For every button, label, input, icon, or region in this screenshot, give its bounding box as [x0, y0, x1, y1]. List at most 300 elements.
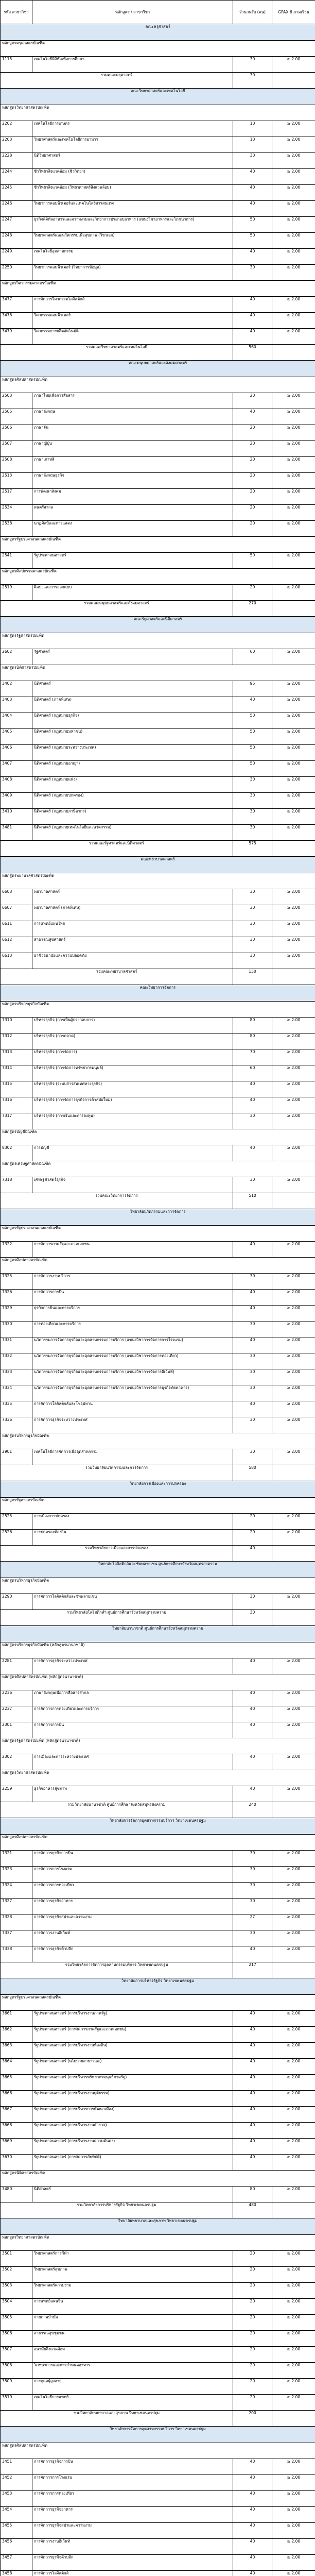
table-row — [1, 153, 315, 169]
table-row — [1, 1914, 315, 1930]
quota-value: 30 — [233, 1449, 272, 1465]
quota-value: 40 — [233, 2123, 272, 2139]
quota-value: 30 — [233, 1417, 272, 1433]
gpax-value: ≥ 2.00 — [272, 1658, 315, 1674]
program-title: การจัดการการท่องเที่ยวและการบริการ — [32, 1706, 233, 1722]
program-header-row — [1, 1642, 315, 1658]
table-row — [1, 745, 315, 761]
program-code: 3508 — [1, 2363, 32, 2379]
gpax-value: ≥ 2.00 — [272, 2155, 315, 2171]
gpax-value: ≥ 2.00 — [272, 905, 315, 921]
program-title: การท่องเที่ยวและการบริการ — [32, 1321, 233, 1337]
program-header-row — [1, 665, 315, 681]
table-row — [1, 1274, 315, 1290]
program-name: หลักสูตรครุศาสตรบัณฑิต — [1, 41, 315, 57]
gpax-value: ≥ 2.00 — [272, 1049, 315, 1065]
program-code: 3405 — [1, 729, 32, 745]
subtotal-value: 480 — [233, 2202, 272, 2218]
program-title: วิทยาศาสตร์และนวัตกรรมเพื่อสุขภาพ (วิชาเอก) — [32, 233, 233, 249]
quota-value: 30 — [233, 937, 272, 953]
gpax-value: ≥ 2.00 — [272, 2315, 315, 2331]
table-row — [1, 1449, 315, 1465]
program-code: 3457 — [1, 2555, 32, 2571]
subtotal-empty — [272, 969, 315, 985]
quota-value: 30 — [233, 1851, 272, 1867]
quota-value: 20 — [233, 2299, 272, 2315]
program-title: รัฐประศาสนศาสตร์ (การจัดการภาครัฐและภาคเอกชน) — [32, 2027, 233, 2043]
program-code: 3477 — [1, 297, 32, 313]
faculty-name: คณะวิทยาศาสตร์และเทคโนโลยี — [1, 89, 315, 105]
program-title: เทคโนโลยีอุตสาหกรรม — [32, 249, 233, 265]
table-row — [1, 761, 315, 777]
program-code: 3510 — [1, 2395, 32, 2411]
program-code: 7316 — [1, 1097, 32, 1113]
quota-value: 20 — [233, 2347, 272, 2363]
program-name: หลักสูตรนิติศาสตรบัณฑิต — [1, 665, 315, 681]
program-title: การดูแลผู้สูงอายุ — [32, 2379, 233, 2395]
gpax-value: ≥ 2.00 — [272, 1930, 315, 1946]
gpax-value: ≥ 2.00 — [272, 1033, 315, 1049]
table-row — [1, 1081, 315, 1097]
faculty-name: คณะรัฐศาสตร์และนิติศาสตร์ — [1, 617, 315, 633]
table-row — [1, 2043, 315, 2059]
program-name: หลักสูตรบริหารธุรกิจบัณฑิต — [1, 1433, 315, 1449]
table-row — [1, 953, 315, 969]
faculty-header-row — [1, 1481, 315, 1498]
table-row — [1, 2075, 315, 2091]
table-row — [1, 1385, 315, 1401]
program-name: หลักสูตรรัฐศาสตรบัณฑิต (หลักสูตรนานาชาติ) — [1, 1738, 315, 1754]
program-title: เทคโนโลยีการจัดการเพื่ออุตสาหกรรม — [32, 1449, 233, 1465]
table-row — [1, 2251, 315, 2267]
quota-value: 50 — [233, 713, 272, 729]
program-title: การจัดการธุรกิจการบิน — [32, 1851, 233, 1867]
quota-value: 80 — [233, 2187, 272, 2202]
program-title: บริหารธุรกิจ (การจัดการ) — [32, 1049, 233, 1065]
quota-value: 30 — [233, 265, 272, 281]
subtotal-empty — [272, 1962, 315, 1978]
program-title: การจัดการธุรกิจค้าปลีก — [32, 2555, 233, 2571]
table-row — [1, 2091, 315, 2107]
program-code: 7335 — [1, 1401, 32, 1417]
table-row — [1, 457, 315, 473]
program-name: หลักสูตรรัฐประศาสนศาสตรบัณฑิต — [1, 537, 315, 553]
quota-value: 40 — [233, 1690, 272, 1706]
gpax-value: ≥ 2.00 — [272, 521, 315, 537]
quota-value: 40 — [233, 1946, 272, 1962]
program-title: การจัดการการท่องเที่ยว — [32, 1883, 233, 1899]
gpax-value: ≥ 2.00 — [272, 2283, 315, 2299]
subtotal-label: รวมคณะครุศาสตร์ — [1, 73, 233, 89]
faculty-name: วิทยาลัยโลจิสติกส์และซัพพลายเชน ศูนย์การศึกษาจังหวัดสมุทรสงคราม — [1, 1562, 315, 1578]
subtotal-value: 575 — [233, 841, 272, 857]
program-title: การจัดการธุรกิจอาหาร — [32, 1899, 233, 1914]
program-name: หลักสูตรบริหารธุรกิจบัณฑิต — [1, 1578, 315, 1594]
gpax-value: ≥ 2.00 — [272, 393, 315, 409]
table-row — [1, 2395, 315, 2411]
table-row — [1, 2523, 315, 2539]
quota-value: 27 — [233, 1914, 272, 1930]
quota-value: 40 — [233, 313, 272, 329]
gpax-value: ≥ 2.00 — [272, 233, 315, 249]
program-title: นิติศาสตร์ (กฎหมายแพ่ง) — [32, 777, 233, 793]
program-header-row — [1, 2235, 315, 2251]
quota-value: 40 — [233, 1081, 272, 1097]
subtotal-value: 270 — [233, 601, 272, 617]
subtotal-row — [1, 73, 315, 89]
program-title: เทคโนโลยีการแพทย์ — [32, 2395, 233, 2411]
quota-value: 40 — [233, 697, 272, 713]
gpax-value: ≥ 2.00 — [272, 2475, 315, 2491]
quota-value: 40 — [233, 1722, 272, 1738]
program-title: บริหารธุรกิจ (การจัดการทรัพยากรมนุษย์) — [32, 1065, 233, 1081]
table-row — [1, 1321, 315, 1337]
program-header-row — [1, 1995, 315, 2011]
program-code: 3408 — [1, 777, 32, 793]
quota-value: 30 — [233, 953, 272, 969]
program-code: 3503 — [1, 2283, 32, 2299]
program-code: 6603 — [1, 889, 32, 905]
program-code: 2534 — [1, 505, 32, 521]
program-code: 7334 — [1, 1385, 32, 1401]
table-row — [1, 777, 315, 793]
table-row — [1, 1033, 315, 1049]
faculty-name: วิทยาลัยการเมืองและการปกครอง — [1, 1481, 315, 1498]
quota-value: 40 — [233, 2043, 272, 2059]
header-program: หลักสูตร / สาขาวิชา — [32, 1, 233, 24]
quota-value: 30 — [233, 1113, 272, 1129]
program-code: 7332 — [1, 1353, 32, 1369]
program-title: บริหารธุรกิจ (การจัดการธุรกิจการค้าสมัยใหม่) — [32, 1097, 233, 1113]
program-code: 3665 — [1, 2075, 32, 2091]
quota-value: 20 — [233, 441, 272, 457]
table-row — [1, 2315, 315, 2331]
program-code: 7314 — [1, 1065, 32, 1081]
program-title: ธุรกิจอาหารสุขภาพ — [32, 1786, 233, 1802]
gpax-value: ≥ 2.00 — [272, 553, 315, 569]
quota-value: 30 — [233, 1177, 272, 1193]
program-title: บริหารธุรกิจ (การตลาด) — [32, 1033, 233, 1049]
program-code: 3409 — [1, 793, 32, 809]
quota-value: 20 — [233, 425, 272, 441]
program-code: 3458 — [1, 2571, 32, 2576]
table-row — [1, 2059, 315, 2075]
program-title: รัฐประศาสนศาสตร์ (การบริหารงานความมั่นคง) — [32, 2139, 233, 2155]
quota-value: 40 — [233, 2523, 272, 2539]
subtotal-row — [1, 601, 315, 617]
gpax-value: ≥ 2.00 — [272, 185, 315, 201]
gpax-value: ≥ 2.00 — [272, 1851, 315, 1867]
faculty-name: วิทยาลัยการบริหารรัฐกิจ วิทยาเขตนครปฐม — [1, 1978, 315, 1995]
program-code: 6612 — [1, 937, 32, 953]
quota-value: 40 — [233, 2555, 272, 2571]
program-title: พยาบาลศาสตร์ — [32, 889, 233, 905]
quota-value: 20 — [233, 1530, 272, 1546]
gpax-value: ≥ 2.00 — [272, 761, 315, 777]
program-title: นวัตกรรมการจัดการธุรกิจและอุตสาหกรรมการบริการ (แขนงวิชาการจัดการอีเว้นท์) — [32, 1369, 233, 1385]
table-row — [1, 57, 315, 73]
program-code: 2203 — [1, 137, 32, 153]
subtotal-value: 200 — [233, 2411, 272, 2427]
quota-value: 60 — [233, 1065, 272, 1081]
table-row — [1, 2571, 315, 2576]
program-title: การจัดการธุรกิจค้าปลีก — [32, 1946, 233, 1962]
program-code: 7322 — [1, 1242, 32, 1258]
table-row — [1, 393, 315, 409]
gpax-value: ≥ 2.00 — [272, 2027, 315, 2043]
program-title: สาธารณสุขศาสตร์ — [32, 937, 233, 953]
quota-value: 30 — [233, 1867, 272, 1883]
program-header-row — [1, 1770, 315, 1786]
gpax-value: ≥ 2.00 — [272, 793, 315, 809]
gpax-value: ≥ 2.00 — [272, 1417, 315, 1433]
faculty-name: คณะครุศาสตร์ — [1, 24, 315, 41]
gpax-value: ≥ 2.00 — [272, 121, 315, 137]
quota-value: 20 — [233, 585, 272, 601]
program-code: 7313 — [1, 1049, 32, 1065]
quota-value: 60 — [233, 649, 272, 665]
quota-value: 30 — [233, 153, 272, 169]
program-title: ธุรกิจการบินและการบริการ — [32, 1306, 233, 1321]
gpax-value: ≥ 2.00 — [272, 1306, 315, 1321]
subtotal-empty — [272, 2411, 315, 2427]
quota-value: 30 — [233, 1274, 272, 1290]
gpax-value: ≥ 2.00 — [272, 1594, 315, 1610]
program-code: 7329 — [1, 1306, 32, 1321]
program-title: วิทยาศาสตร์ความงาม — [32, 2283, 233, 2299]
subtotal-row — [1, 345, 315, 361]
program-title: ดนตรีสากล — [32, 505, 233, 521]
gpax-value: ≥ 2.00 — [272, 1369, 315, 1385]
header-gpax: GPAX 6 ภาคเรียน — [272, 1, 315, 24]
table-row — [1, 681, 315, 697]
program-title: การจัดการการบิน — [32, 1722, 233, 1738]
program-title: การจัดการธุรกิจสปาและความงาม — [32, 2523, 233, 2539]
program-code: 3407 — [1, 761, 32, 777]
program-title: รัฐประศาสนศาสตร์ — [32, 553, 233, 569]
quota-value: 40 — [233, 297, 272, 313]
program-code: 3481 — [1, 825, 32, 841]
program-name: หลักสูตรศิลปศาสตรบัณฑิต — [1, 1258, 315, 1274]
gpax-value: ≥ 2.00 — [272, 2459, 315, 2475]
gpax-value: ≥ 2.00 — [272, 1690, 315, 1706]
table-row — [1, 121, 315, 137]
gpax-value: ≥ 2.00 — [272, 425, 315, 441]
program-title: วิทยาศาสตร์สุขภาพ — [32, 2267, 233, 2283]
program-code: 7325 — [1, 1274, 32, 1290]
program-code: 2301 — [1, 1722, 32, 1738]
program-code: 2236 — [1, 1690, 32, 1706]
program-name: หลักสูตรศิลปศาสตรบัณฑิต — [1, 1835, 315, 1851]
program-code: 7328 — [1, 1914, 32, 1930]
quota-value: 40 — [233, 201, 272, 217]
table-row — [1, 2507, 315, 2523]
program-name: หลักสูตรบริหารธุรกิจบัณฑิต (หลักสูตรนานาชาติ) — [1, 1642, 315, 1658]
program-name: หลักสูตรศิลปศาสตรบัณฑิต (หลักสูตรนานาชาติ) — [1, 1674, 315, 1690]
table-row — [1, 2331, 315, 2347]
program-code: 3509 — [1, 2379, 32, 2395]
program-name: หลักสูตรรัฐศาสตรบัณฑิต — [1, 633, 315, 649]
gpax-value: ≥ 2.00 — [272, 1290, 315, 1306]
quota-value: 80 — [233, 1018, 272, 1033]
gpax-value: ≥ 2.00 — [272, 201, 315, 217]
subtotal-empty — [272, 1610, 315, 1626]
program-name: หลักสูตรพยาบาลศาสตรบัณฑิต — [1, 873, 315, 889]
table-row — [1, 793, 315, 809]
table-row — [1, 1514, 315, 1530]
subtotal-label: รวมคณะรัฐศาสตร์และนิติศาสตร์ — [1, 841, 233, 857]
program-code: 3663 — [1, 2043, 32, 2059]
gpax-value: ≥ 2.00 — [272, 473, 315, 489]
gpax-value: ≥ 2.00 — [272, 313, 315, 329]
program-title: การจัดการการโรงแรม — [32, 1867, 233, 1883]
program-title: ชีววิทยาสิ่งแวดล้อม (ชีววิทยา) — [32, 169, 233, 185]
program-code: 2228 — [1, 153, 32, 169]
program-code: 2541 — [1, 553, 32, 569]
gpax-value: ≥ 2.00 — [272, 2395, 315, 2411]
subtotal-empty — [272, 1465, 315, 1481]
table-row — [1, 2187, 315, 2202]
table-row — [1, 729, 315, 745]
subtotal-row — [1, 2202, 315, 2218]
quota-value: 40 — [233, 2011, 272, 2027]
table-row — [1, 2299, 315, 2315]
gpax-value: ≥ 2.00 — [272, 441, 315, 457]
program-code: 2202 — [1, 121, 32, 137]
program-title: วิทยาศาสตร์และเทคโนโลยีการอาหาร — [32, 137, 233, 153]
program-code: 2901 — [1, 1449, 32, 1465]
table-row — [1, 1353, 315, 1369]
header-row — [1, 1, 315, 24]
faculty-name: วิทยาลัยนวัตกรรมและการจัดการ — [1, 1209, 315, 1226]
gpax-value: ≥ 2.00 — [272, 2187, 315, 2202]
gpax-value: ≥ 2.00 — [272, 2139, 315, 2155]
program-title: ภาษาจีน — [32, 425, 233, 441]
table-row — [1, 585, 315, 601]
quota-value: 40 — [233, 2459, 272, 2475]
program-code: 7336 — [1, 1417, 32, 1433]
subtotal-row — [1, 1465, 315, 1481]
program-code: 7323 — [1, 1867, 32, 1883]
program-code: 3661 — [1, 2011, 32, 2027]
table-row — [1, 1097, 315, 1113]
program-code: 3406 — [1, 745, 32, 761]
table-row — [1, 1145, 315, 1161]
program-header-row — [1, 2171, 315, 2187]
program-code: 3454 — [1, 2507, 32, 2523]
quota-value: 40 — [233, 1242, 272, 1258]
quota-value: 40 — [233, 2027, 272, 2043]
program-name: หลักสูตรวิทยาศาสตรบัณฑิต — [1, 2235, 315, 2251]
quota-value: 30 — [233, 1321, 272, 1337]
program-code: 3403 — [1, 697, 32, 713]
program-title: บริหารธุรกิจ (การเงินและการลงทุน) — [32, 1113, 233, 1129]
quota-value: 40 — [233, 329, 272, 345]
table-row — [1, 2347, 315, 2363]
program-header-row — [1, 1226, 315, 1242]
gpax-value: ≥ 2.00 — [272, 57, 315, 73]
program-title: เทคโนโลยีการเกษตร — [32, 121, 233, 137]
program-title: ภาษาอังกฤษ — [32, 409, 233, 425]
program-title: นวัตกรรมการจัดการธุรกิจและอุตสาหกรรมการบริการ (แขนงวิชาการจัดการท่องเที่ยว) — [32, 1353, 233, 1369]
program-code: 2525 — [1, 1514, 32, 1530]
quota-value: 50 — [233, 745, 272, 761]
program-code: 3505 — [1, 2315, 32, 2331]
quota-value: 30 — [233, 809, 272, 825]
gpax-value: ≥ 2.00 — [272, 1786, 315, 1802]
subtotal-label: รวมคณะพยาบาลศาสตร์ — [1, 969, 233, 985]
subtotal-row — [1, 1546, 315, 1562]
gpax-value: ≥ 2.00 — [272, 1883, 315, 1899]
program-code: 3410 — [1, 809, 32, 825]
program-code: 2247 — [1, 217, 32, 233]
gpax-value: ≥ 2.00 — [272, 1337, 315, 1353]
program-title: นิติศาสตร์ (กฎหมายธุรกิจ) — [32, 713, 233, 729]
table-row — [1, 473, 315, 489]
faculty-name: วิทยาลัยการจัดการอุตสาหกรรมบริการ วิทยาเขตนครปฐม — [1, 1818, 315, 1835]
table-row — [1, 921, 315, 937]
gpax-value: ≥ 2.00 — [272, 2523, 315, 2539]
program-code: 7326 — [1, 1290, 32, 1306]
program-title: นิติวิทยาศาสตร์ — [32, 153, 233, 169]
quota-value: 40 — [233, 2107, 272, 2123]
program-code: 2249 — [1, 249, 32, 265]
program-code: 2517 — [1, 489, 32, 505]
gpax-value: ≥ 2.00 — [272, 713, 315, 729]
table-row — [1, 2475, 315, 2491]
program-title: บริหารธุรกิจ (การเป็นผู้ประกอบการ) — [32, 1018, 233, 1033]
gpax-value: ≥ 2.00 — [272, 2123, 315, 2139]
program-code: 2259 — [1, 1786, 32, 1802]
gpax-value: ≥ 2.00 — [272, 2491, 315, 2507]
gpax-value: ≥ 2.00 — [272, 1321, 315, 1337]
program-code: 2526 — [1, 1530, 32, 1546]
gpax-value: ≥ 2.00 — [272, 1177, 315, 1193]
program-title: การจัดการงานอีเว้นท์ — [32, 2539, 233, 2555]
gpax-value: ≥ 2.00 — [272, 153, 315, 169]
quota-value: 20 — [233, 473, 272, 489]
table-row — [1, 505, 315, 521]
table-row — [1, 297, 315, 313]
gpax-value: ≥ 2.00 — [272, 505, 315, 521]
gpax-value: ≥ 2.00 — [272, 217, 315, 233]
program-title: วิศวกรรมการผลิตอัตโนมัติ — [32, 329, 233, 345]
program-title: การจัดการธุรกิจระหว่างประเทศ — [32, 1658, 233, 1674]
quota-value: 30 — [233, 1883, 272, 1899]
subtotal-row — [1, 969, 315, 985]
table-row — [1, 1417, 315, 1433]
program-header-row — [1, 1433, 315, 1449]
table-row — [1, 441, 315, 457]
quota-value: 50 — [233, 761, 272, 777]
gpax-value: ≥ 2.00 — [272, 1867, 315, 1883]
program-code: 7310 — [1, 1018, 32, 1033]
program-title: การจัดการโลจิสติกส์และซัพพลายเชน — [32, 1594, 233, 1610]
faculty-header-row — [1, 2218, 315, 2235]
gpax-value: ≥ 2.00 — [272, 1754, 315, 1770]
program-code: 3502 — [1, 2267, 32, 2283]
quota-value: 20 — [233, 2251, 272, 2267]
program-header-row — [1, 1674, 315, 1690]
table-row — [1, 2011, 315, 2027]
table-row — [1, 889, 315, 905]
gpax-value: ≥ 2.00 — [272, 457, 315, 473]
quota-value: 40 — [233, 1786, 272, 1802]
program-title: รัฐประศาสนศาสตร์ (การบริหารทรัพยากรมนุษย์ภาครัฐ) — [32, 2075, 233, 2091]
gpax-value: ≥ 2.00 — [272, 2299, 315, 2315]
subtotal-value: 560 — [233, 345, 272, 361]
program-name: หลักสูตรนิติศาสตรบัณฑิต — [1, 2171, 315, 2187]
